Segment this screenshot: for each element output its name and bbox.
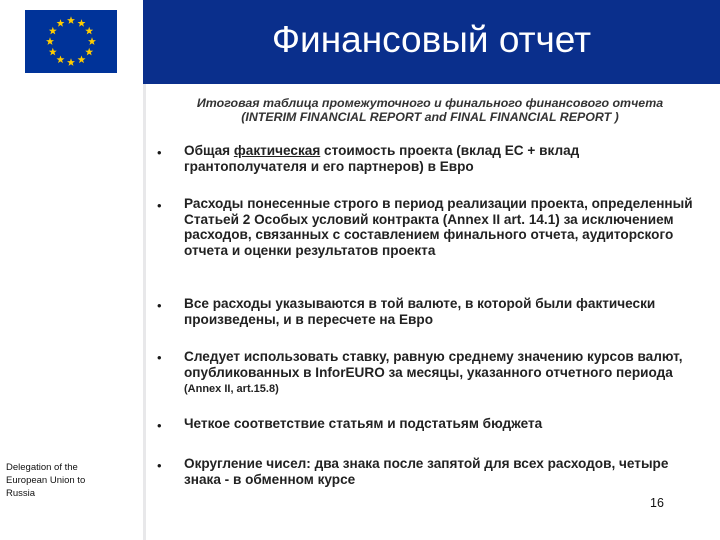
- bullet-text-part: стоимость проекта (вклад ЕС + вклад грантополучателя и его партнеров) в Евро: [184, 143, 580, 174]
- subtitle-line-2: (INTERIM FINANCIAL REPORT and FINAL FINANCIAL REPORT ): [241, 110, 619, 124]
- bullet-text-rounding: Округление чисел: два знака после запятой для всех расходов, четыре знака - в обменном курсе: [184, 456, 669, 487]
- bullet-text-currency: Все расходы указываются в той валюте, в которой были фактически произведены, и в пересчете на Евро: [184, 296, 656, 327]
- bullet-marker: •: [157, 350, 162, 365]
- report-subtitle: [160, 96, 700, 124]
- bullet-marker: •: [157, 198, 162, 213]
- bullet-text-part: Следует использовать ставку, равную среднему значению курсов валют, опубликованных в InforEURO за месяцы, указанного отчетного периода: [184, 349, 683, 380]
- bullet-marker: •: [157, 298, 162, 313]
- bullet-marker: •: [157, 418, 162, 433]
- bullet-text-budget-lines: Четкое соответствие статьям и подстатьям бюджета: [184, 416, 543, 431]
- bullet-text-part: Общая: [184, 143, 234, 158]
- eu-flag-icon: [25, 10, 117, 73]
- bullet-text-eligible-expenses: Расходы понесенные строго в период реализации проекта, определенный Статьей 2 Особых условий контракта (Annex II art. 14.1) за исключением расходов, связанных с составлением финального отчета, аудиторского отчета и оценки результатов проекта: [184, 196, 693, 258]
- subtitle-line-1: Итоговая таблица промежуточного и финального финансового отчета: [196, 96, 664, 110]
- delegation-label: [6, 461, 126, 500]
- bullet-text-underlined: фактическая: [233, 143, 321, 158]
- delegation-line: Delegation of the: [6, 462, 78, 473]
- delegation-line: Russia: [6, 488, 36, 499]
- page-title: Финансовый отчет: [271, 19, 592, 60]
- sidebar: [0, 0, 143, 540]
- bullet-text-reference: (Annex II, art.15.8): [184, 383, 279, 395]
- bullet-text-total-cost: [184, 143, 694, 174]
- bullet-marker: •: [157, 458, 162, 473]
- bullet-text-exchange-rate: [184, 349, 694, 398]
- bullet-marker: •: [157, 145, 162, 160]
- delegation-line: European Union to: [6, 475, 86, 486]
- page-number: 16: [650, 496, 664, 510]
- sidebar-divider: [143, 84, 146, 540]
